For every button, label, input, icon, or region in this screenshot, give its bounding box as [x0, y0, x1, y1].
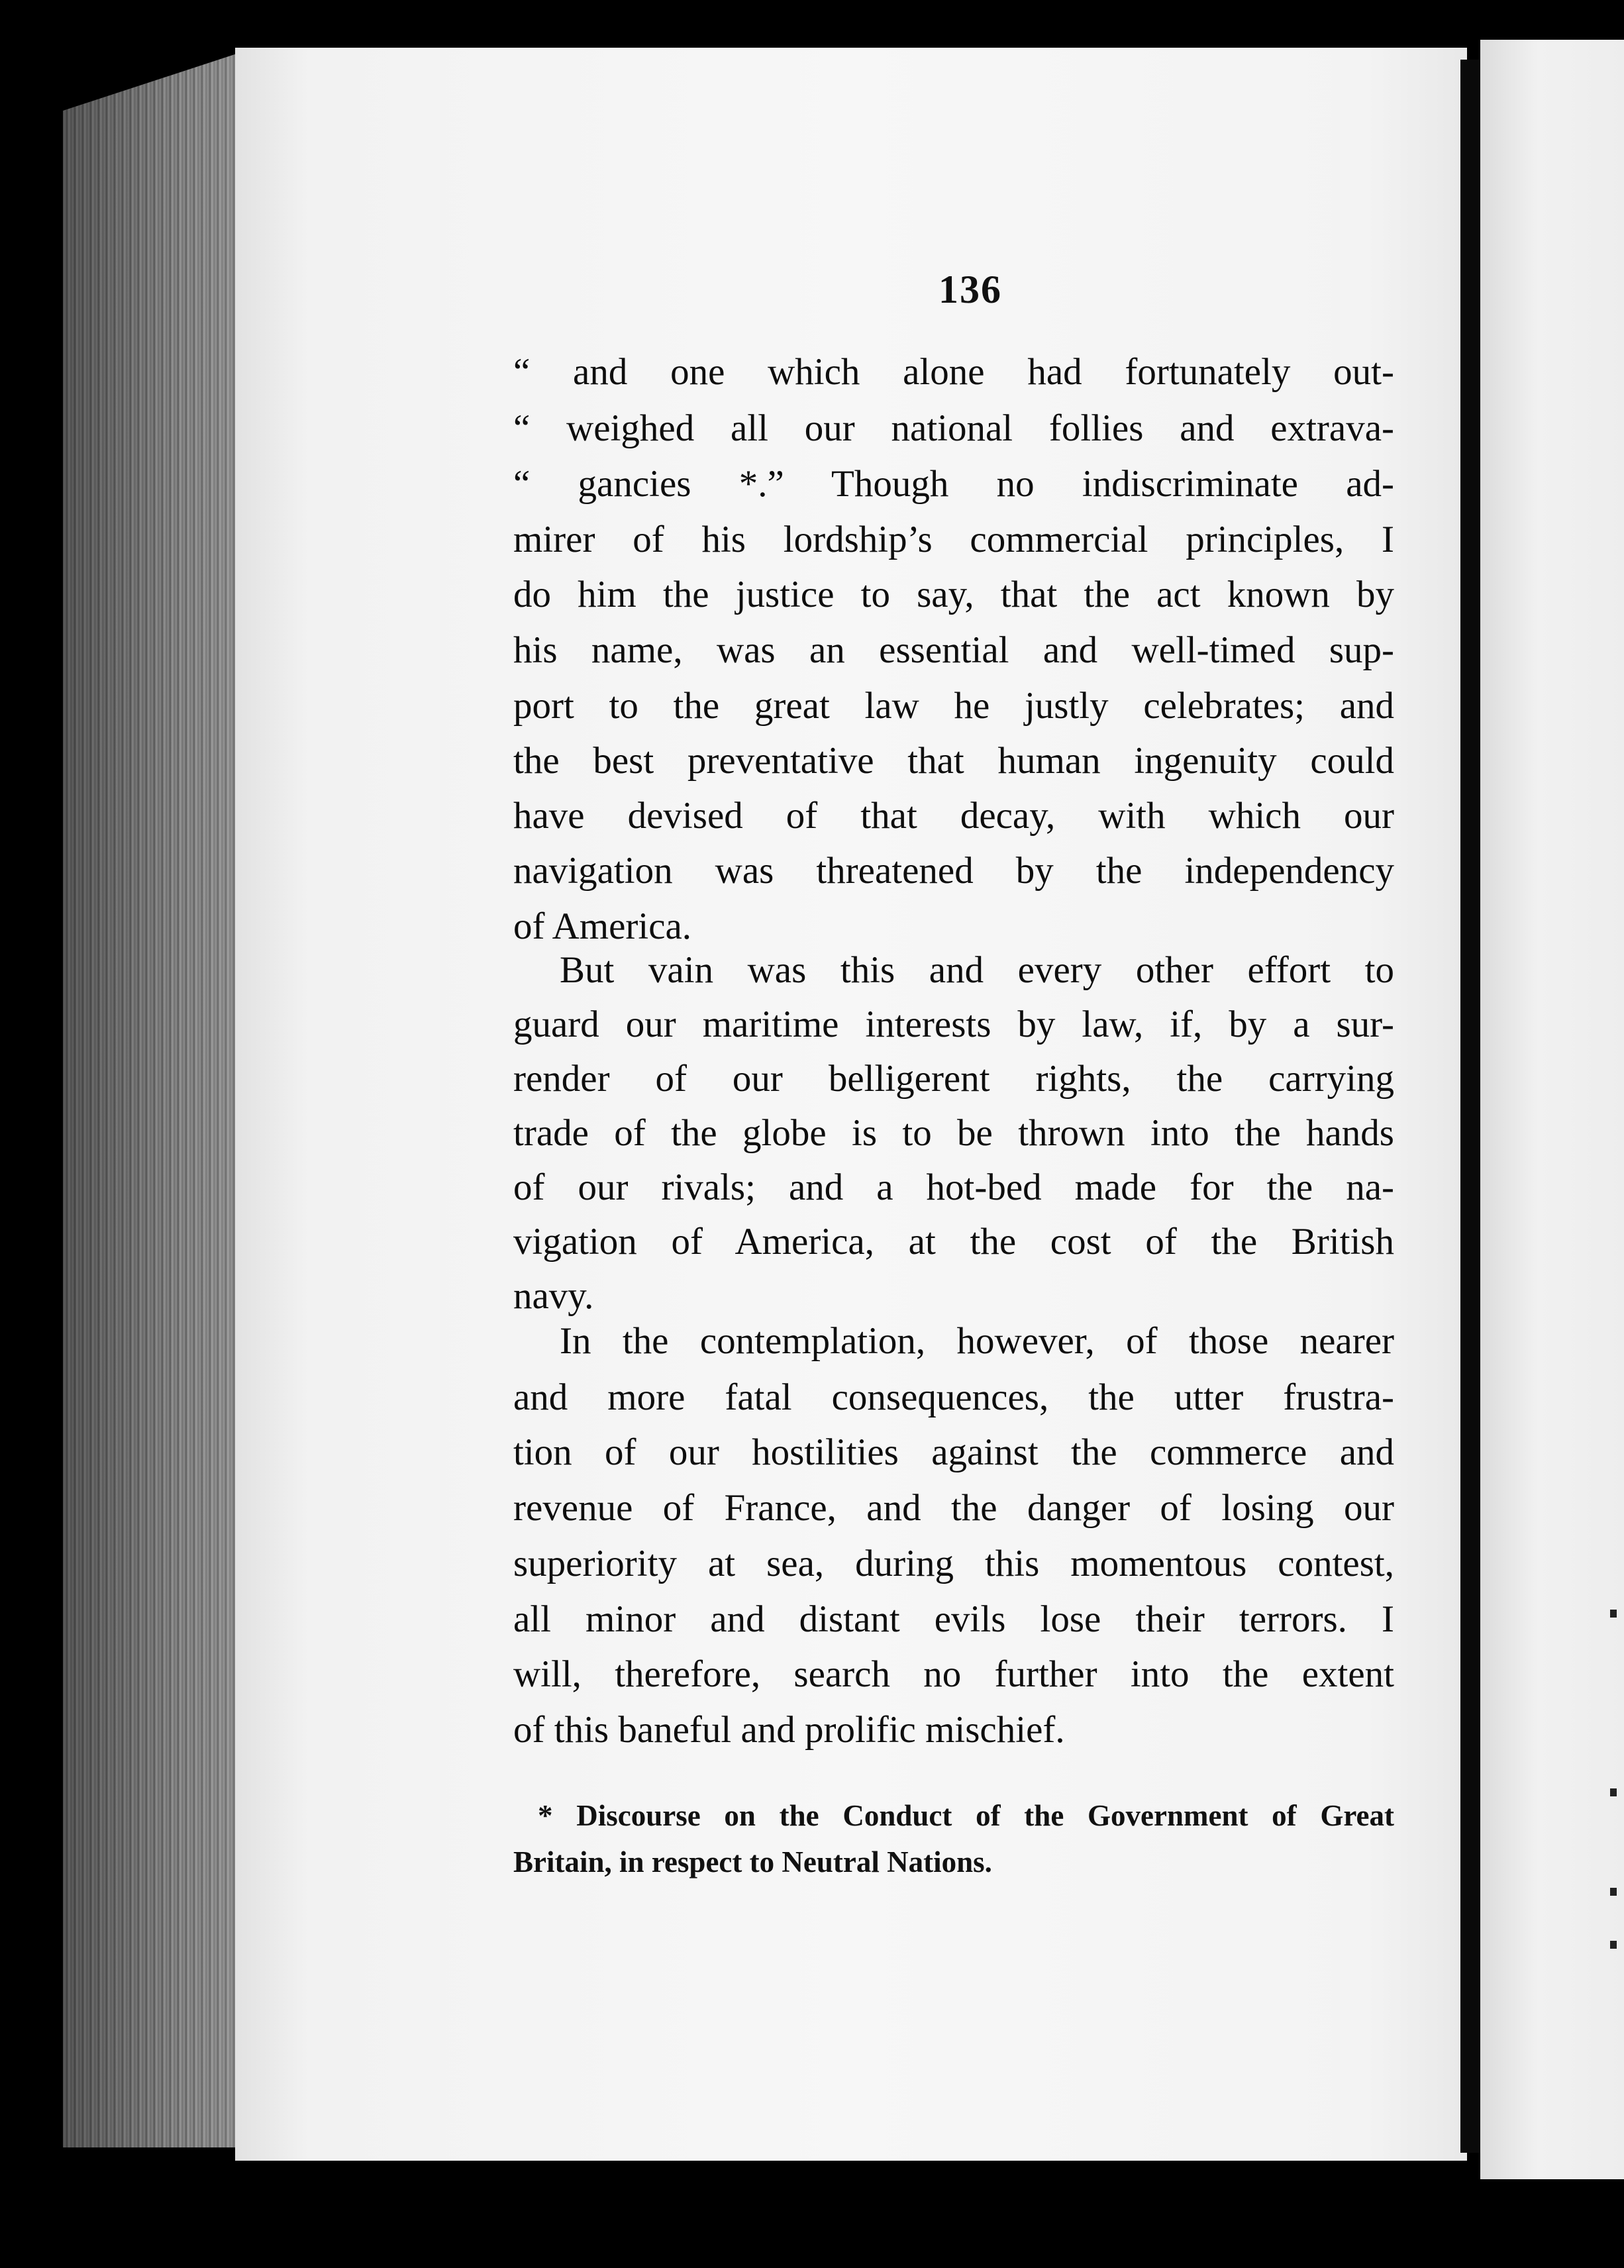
text-line: In the contemplation, however, of those nearer: [560, 1320, 1394, 1362]
text-line: navigation was threatened by the independency: [513, 850, 1394, 892]
text-line: superiority at sea, during this momentous contest,: [513, 1543, 1394, 1584]
page-number: 136: [939, 268, 1002, 311]
text-line: will, therefore, search no further into the extent: [513, 1653, 1394, 1695]
text-line: the best preventative that human ingenuity could: [513, 740, 1394, 782]
text-line: and more fatal consequences, the utter frustra-: [513, 1376, 1394, 1418]
text-line: of our rivals; and a hot-bed made for the na-: [513, 1166, 1394, 1208]
text-line: mirer of his lordship’s commercial principles, I: [513, 519, 1394, 560]
text-line: “ weighed all our national follies and extrava-: [513, 407, 1394, 449]
page-edges-shade: [63, 48, 255, 2147]
text-line: navy.: [513, 1275, 594, 1317]
text-line: of America.: [513, 905, 692, 947]
text-line: render of our belligerent rights, the carrying: [513, 1058, 1394, 1100]
text-line: But vain was this and every other effort to: [560, 949, 1394, 991]
text-line: do him the justice to say, that the act known by: [513, 574, 1394, 615]
facing-page-mark: [1610, 1941, 1617, 1949]
text-line: trade of the globe is to be thrown into the hands: [513, 1112, 1394, 1154]
text-line: his name, was an essential and well-timed sup-: [513, 629, 1394, 671]
text-line: guard our maritime interests by law, if, by a sur-: [513, 1004, 1394, 1045]
gutter: [1460, 60, 1480, 2153]
text-line: have devised of that decay, with which our: [513, 795, 1394, 837]
text-line: tion of our hostilities against the commerce and: [513, 1431, 1394, 1473]
text-line: all minor and distant evils lose their terrors. I: [513, 1598, 1394, 1640]
facing-page: [1480, 40, 1624, 2179]
facing-page-mark: [1610, 1788, 1617, 1796]
footnote-line: Britain, in respect to Neutral Nations.: [513, 1845, 992, 1879]
text-line: revenue of France, and the danger of losing our: [513, 1487, 1394, 1529]
text-line: “ gancies *.” Though no indiscriminate ad-: [513, 463, 1394, 505]
text-line: port to the great law he justly celebrates; and: [513, 685, 1394, 727]
facing-page-mark: [1610, 1610, 1617, 1618]
footnote-line: * Discourse on the Conduct of the Government of Great: [538, 1799, 1394, 1832]
text-line: of this baneful and prolific mischief.: [513, 1709, 1065, 1751]
text-line: “ and one which alone had fortunately out-: [513, 351, 1394, 393]
text-line: vigation of America, at the cost of the British: [513, 1221, 1394, 1263]
facing-page-mark: [1610, 1888, 1617, 1896]
